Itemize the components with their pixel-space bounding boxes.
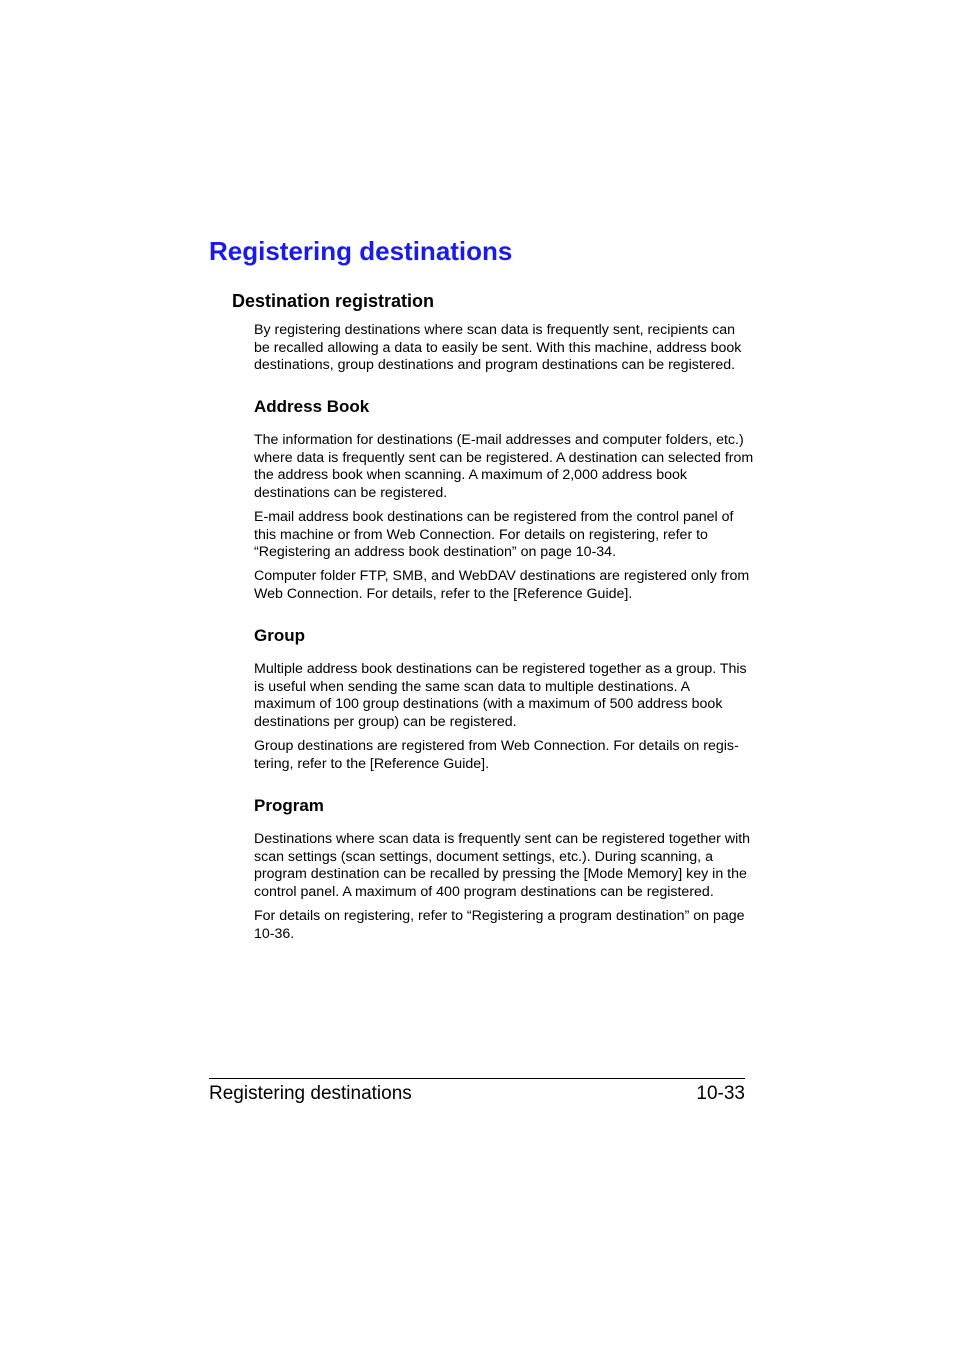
address-book-heading: Address Book — [254, 397, 370, 416]
group-paragraph-2: Group destinations are registered from Web Connection. For details on regis-tering, refer to the [Reference Guide]. — [254, 738, 739, 772]
address-book-paragraph-3: Computer folder FTP, SMB, and WebDAV destinations are registered only from Web Connection. For details, refer to the [Reference Guide]. — [254, 568, 750, 602]
footer-chapter-title: Registering destinations — [209, 1083, 412, 1104]
page-title: Registering destinations — [209, 236, 513, 266]
group-heading: Group — [254, 626, 305, 645]
section-heading: Destination registration — [232, 291, 435, 311]
program-paragraph-1: Destinations where scan data is frequently sent can be registered together with scan settings (scan settings, document settings, etc.). During scanning, a program destination can be recalled by pressing the [Mode Memory] key in the control panel. A maximum of 400 program destinations can be registered. — [254, 831, 751, 901]
section-intro: By registering destinations where scan data is frequently sent, recipients can be recalled allowing a data to easily be sent. With this machine, address book destinations, group destinations and program destinations can be registered. — [254, 322, 742, 374]
program-heading: Program — [254, 796, 324, 815]
address-book-paragraph-2: E-mail address book destinations can be registered from the control panel of this machine or from Web Connection. For details on registering, refer to “Registering an address book destination” on page 10-34. — [254, 509, 734, 561]
program-paragraph-2: For details on registering, refer to “Registering a program destination” on page 10-36. — [254, 908, 745, 942]
footer-page-number: 10-33 — [696, 1083, 745, 1104]
footer-divider — [209, 1078, 745, 1079]
address-book-paragraph-1: The information for destinations (E-mail addresses and computer folders, etc.) where data is frequently sent can be registered. A destination can selected from the address book when scanning. A maximum of 2,000 address book destinations can be registered. — [254, 432, 754, 502]
group-paragraph-1: Multiple address book destinations can be registered together as a group. This is useful when sending the same scan data to multiple destinations. A maximum of 100 group destinations (with a maximum of 500 address book destinations per group) can be registered. — [254, 661, 747, 731]
